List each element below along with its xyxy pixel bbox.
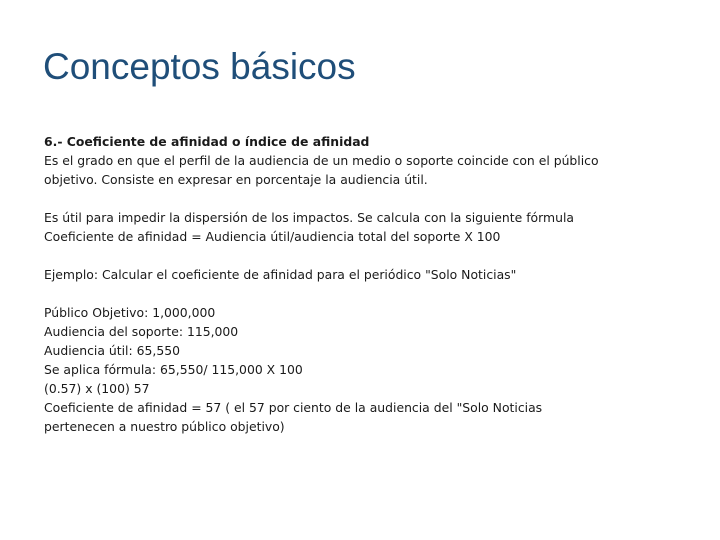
calc-intermediate: (0.57) x (100) 57: [44, 381, 150, 396]
example-line: Ejemplo: Calcular el coeficiente de afinidad para el periódico "Solo Noticias": [44, 267, 517, 282]
calc-result-line-1: Coeficiente de afinidad = 57 ( el 57 por ciento de la audiencia del "Solo Noticias: [44, 400, 543, 415]
formula-line: Coeficiente de afinidad = Audiencia útil/audiencia total del soporte X 100: [44, 229, 501, 244]
calc-target-audience: Público Objetivo: 1,000,000: [44, 305, 216, 320]
usage-line: Es útil para impedir la dispersión de los impactos. Se calcula con la siguiente fórmula: [44, 210, 574, 225]
spacer: [44, 284, 684, 303]
definition-line-1: Es el grado en que el perfil de la audiencia de un medio o soporte coincide con el público: [44, 153, 599, 168]
calc-support-audience: Audiencia del soporte: 115,000: [44, 324, 239, 339]
spacer: [44, 246, 684, 265]
calc-formula-applied: Se aplica fórmula: 65,550/ 115,000 X 100: [44, 362, 303, 377]
calc-result-line-2: pertenecen a nuestro público objetivo): [44, 419, 285, 434]
spacer: [44, 189, 684, 208]
calc-useful-audience: Audiencia útil: 65,550: [44, 343, 180, 358]
definition-line-2: objetivo. Consiste en expresar en porcentaje la audiencia útil.: [44, 172, 428, 187]
section-heading: 6.- Coeficiente de afinidad o índice de afinidad: [44, 134, 370, 149]
slide-title: Conceptos básicos: [43, 46, 356, 87]
slide-body: [44, 132, 684, 436]
